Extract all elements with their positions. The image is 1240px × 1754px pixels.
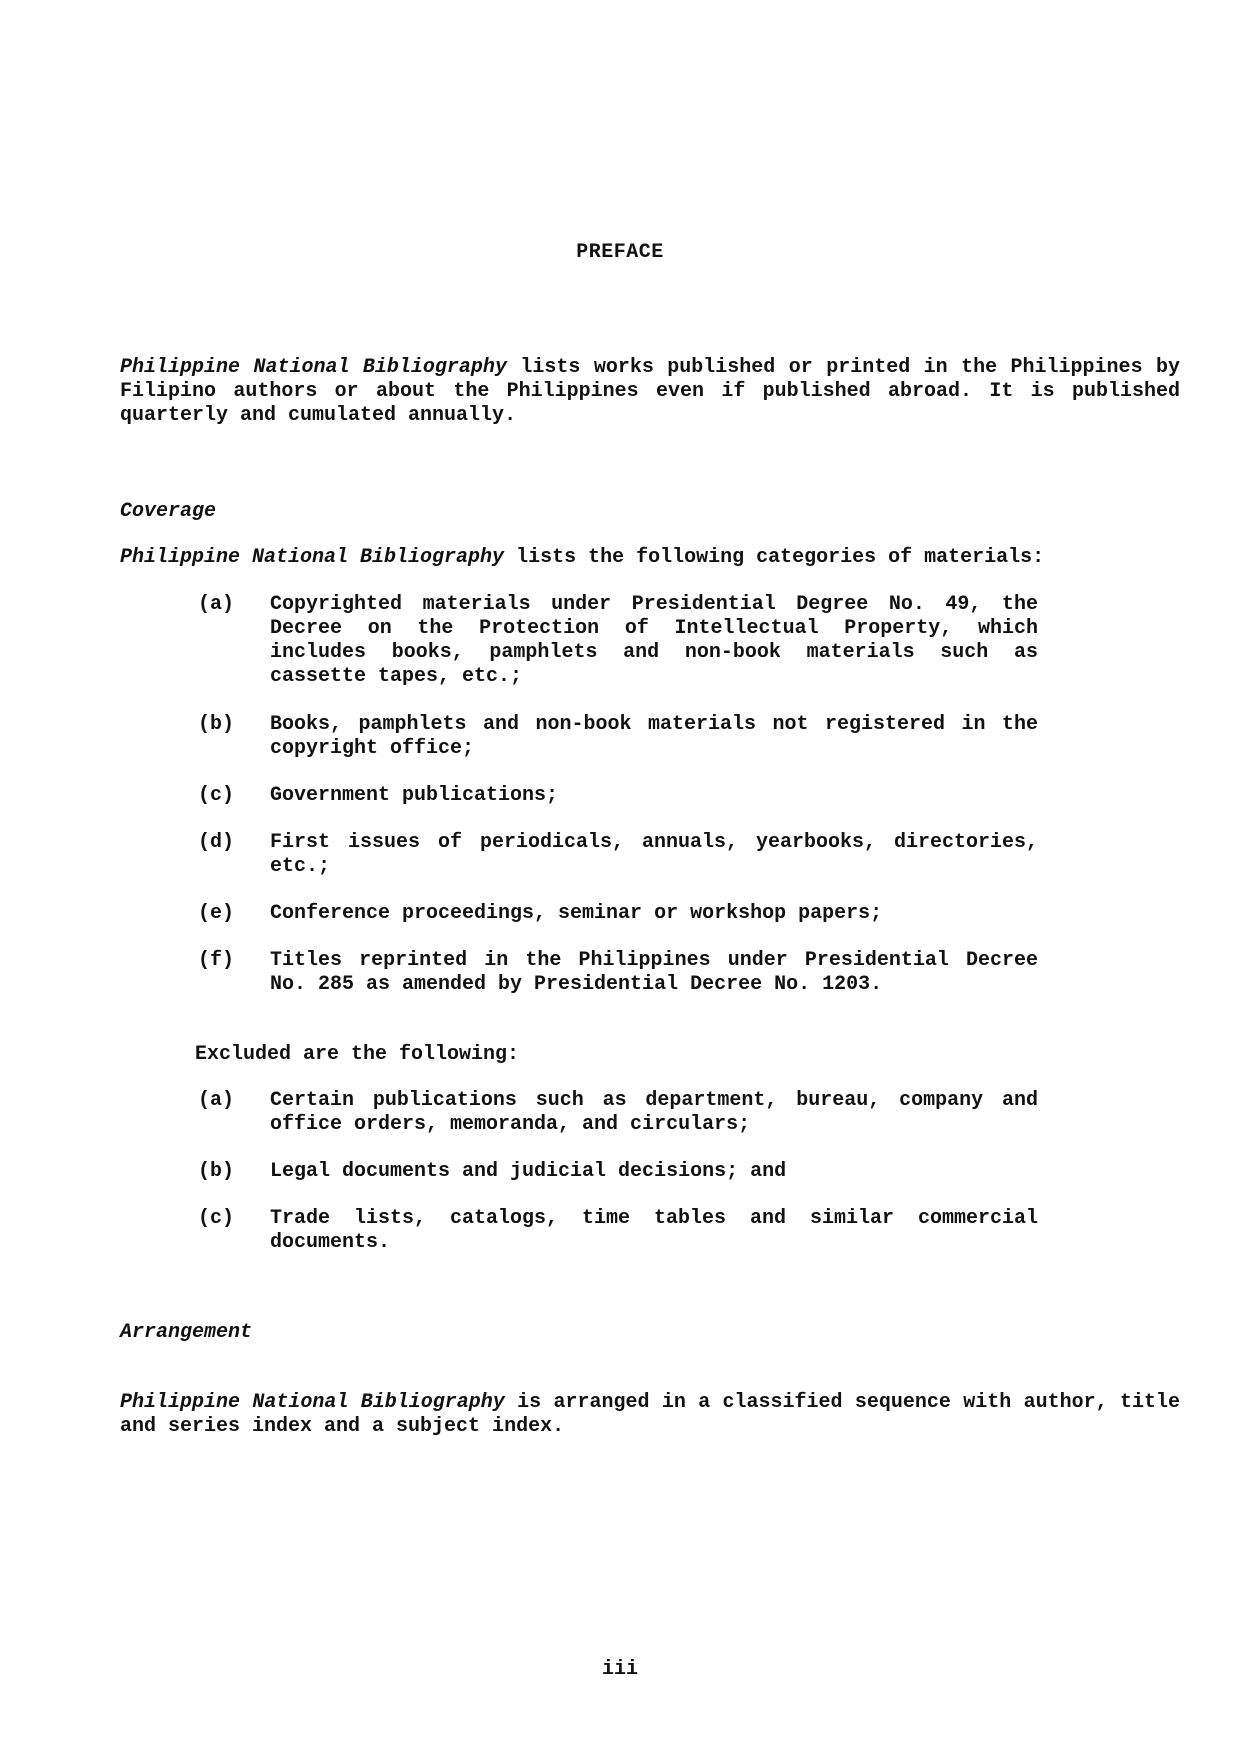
coverage-heading: Coverage <box>120 500 217 523</box>
coverage-item-f-text: Titles reprinted in the Philippines under Presidential Decree No. 285 as amended by Presidential Decree No. 1203. <box>270 949 1038 996</box>
coverage-item-c <box>198 784 1038 808</box>
arrangement-italic-title: Philippine National Bibliography <box>120 1391 505 1414</box>
excluded-item-c-text: Trade lists, catalogs, time tables and similar commercial documents. <box>270 1207 1038 1254</box>
coverage-item-a-text: Copyrighted materials under Presidential Degree No. 49, the Decree on the Protection of Intellectual Property, which includes books, pamphlets and non-book materials such as cassette tapes, etc.; <box>270 593 1038 688</box>
coverage-lead-italic: Philippine National Bibliography <box>120 546 505 569</box>
intro-text: lists works published or printed in the Philippines by Filipino authors or about the Philippines even if published abroad. It is published quarterly and cumulated annually. <box>120 356 1181 427</box>
excluded-lead: Excluded are the following: <box>195 1043 520 1066</box>
coverage-item-d-text: First issues of periodicals, annuals, yearbooks, directories, etc.; <box>270 831 1038 878</box>
coverage-item-b <box>198 713 1038 761</box>
arrangement-paragraph <box>120 1391 1180 1439</box>
excluded-item-a-label: (a) <box>198 1089 235 1112</box>
page-number: iii <box>601 1658 638 1681</box>
coverage-item-b-text: Books, pamphlets and non-book materials not registered in the copyright office; <box>270 713 1038 760</box>
coverage-item-a <box>198 593 1038 689</box>
excluded-item-a <box>198 1089 1038 1137</box>
coverage-item-a-label: (a) <box>198 593 235 616</box>
coverage-item-e-label: (e) <box>198 902 235 925</box>
page-title: PREFACE <box>576 241 664 264</box>
coverage-item-e <box>198 902 1038 926</box>
excluded-item-c-label: (c) <box>198 1207 235 1230</box>
excluded-item-b <box>198 1160 1038 1184</box>
coverage-item-c-text: Government publications; <box>270 784 559 807</box>
coverage-item-d-label: (d) <box>198 831 235 854</box>
excluded-item-a-text: Certain publications such as department, bureau, company and office orders, memoranda, and circulars; <box>270 1089 1038 1136</box>
arrangement-heading: Arrangement <box>120 1321 253 1344</box>
coverage-item-c-label: (c) <box>198 784 235 807</box>
arrangement-text: is arranged in a classified sequence with author, title and series index and a subject index. <box>120 1391 1181 1438</box>
excluded-item-b-text: Legal documents and judicial decisions; and <box>270 1160 787 1183</box>
coverage-item-f <box>198 949 1038 997</box>
intro-italic-title: Philippine National Bibliography <box>120 356 507 379</box>
excluded-item-c <box>198 1207 1038 1255</box>
coverage-item-b-label: (b) <box>198 713 235 736</box>
coverage-lead <box>120 546 1180 570</box>
coverage-item-d <box>198 831 1038 879</box>
coverage-lead-text: lists the following categories of materials: <box>504 546 1045 569</box>
coverage-item-f-label: (f) <box>198 949 235 972</box>
intro-paragraph <box>120 356 1180 428</box>
coverage-item-e-text: Conference proceedings, seminar or workshop papers; <box>270 902 883 925</box>
excluded-item-b-label: (b) <box>198 1160 235 1183</box>
